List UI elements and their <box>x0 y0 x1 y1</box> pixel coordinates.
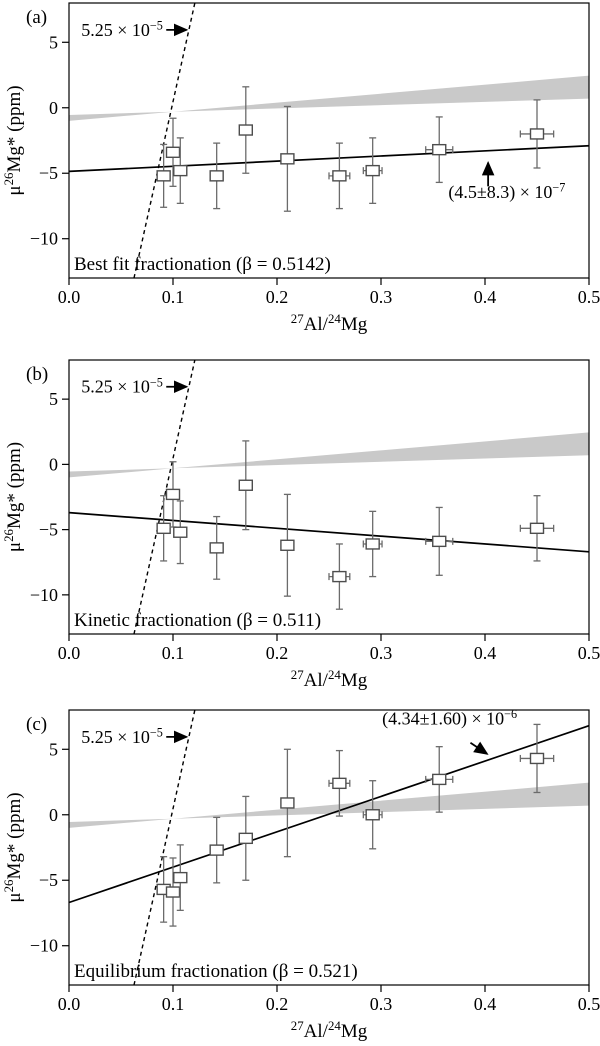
data-point-square <box>167 489 180 499</box>
data-point-square <box>167 147 180 157</box>
y-tick-label: −5 <box>38 870 58 891</box>
x-tick-label: 0.1 <box>161 287 185 307</box>
data-point-square <box>433 774 446 784</box>
canonical-error-band <box>69 468 173 477</box>
data-point-square <box>333 572 346 582</box>
data-point-square <box>174 166 187 176</box>
x-tick-label: 0.3 <box>369 994 393 1014</box>
canonical-line-label: $5.25 \times 10^{-5}$ <box>81 725 163 747</box>
canonical-dashed-line <box>134 3 195 278</box>
x-tick-label: 0.4 <box>473 994 497 1014</box>
slope-annotation-arrow <box>470 743 487 754</box>
panel-letter: (b) <box>26 364 49 385</box>
y-tick-label: −5 <box>38 163 58 184</box>
y-tick-label: −10 <box>29 584 58 605</box>
x-tick-label: 0.0 <box>57 994 81 1014</box>
panel-letter: (c) <box>26 714 48 735</box>
canonical-line-label: $5.25 \times 10^{-5}$ <box>81 18 163 40</box>
x-axis-title: $^{27}$Al/$^{24}$Mg <box>290 668 368 691</box>
data-point-square <box>174 527 187 537</box>
data-point-square <box>366 539 379 549</box>
y-axis-title: $\mu^{26}Mg*$ (ppm) <box>2 792 25 903</box>
x-tick-label: 0.0 <box>57 287 81 307</box>
plot-frame <box>69 3 589 278</box>
canonical-dashed-line <box>134 710 195 985</box>
y-tick-label: −5 <box>38 519 58 540</box>
x-tick-label: 0.5 <box>577 994 600 1014</box>
x-tick-label: 0.0 <box>57 643 81 663</box>
canonical-error-band <box>69 112 173 121</box>
panel-caption: Kinetic fractionation (β = 0.511) <box>74 610 322 631</box>
data-point-square <box>157 523 170 533</box>
y-axis-title: $\mu^{26}Mg*$ (ppm) <box>2 441 25 553</box>
data-point-square <box>174 873 187 883</box>
x-tick-label: 0.5 <box>577 287 600 307</box>
data-point-square <box>531 129 544 139</box>
data-point-square <box>531 753 544 763</box>
data-point-square <box>157 171 170 181</box>
data-point-square <box>281 154 294 164</box>
data-point-square <box>433 145 446 155</box>
data-point-square <box>333 778 346 788</box>
panel-caption: Best fit fractionation (β = 0.5142) <box>74 254 331 275</box>
y-tick-label: 5 <box>49 32 58 53</box>
data-point-square <box>531 523 544 533</box>
x-axis-title: $^{27}$Al/$^{24}$Mg <box>290 312 368 335</box>
y-tick-label: −10 <box>29 228 58 249</box>
x-tick-label: 0.3 <box>369 287 393 307</box>
panel-b <box>2 360 600 691</box>
data-point-square <box>366 810 379 820</box>
data-point-square <box>281 798 294 808</box>
panel-letter: (a) <box>26 7 48 28</box>
canonical-dashed-line <box>134 360 195 634</box>
data-point-square <box>239 125 252 135</box>
data-point-square <box>210 543 223 553</box>
fit-line <box>69 513 589 552</box>
panel-c <box>2 707 600 1041</box>
y-tick-label: 0 <box>49 97 58 118</box>
y-tick-label: 5 <box>49 739 58 760</box>
y-tick-label: −10 <box>29 935 58 956</box>
y-tick-label: 0 <box>49 454 58 475</box>
fit-line <box>69 726 589 903</box>
canonical-error-band <box>69 819 173 828</box>
data-point-square <box>333 171 346 181</box>
data-point-square <box>167 887 180 897</box>
data-point-square <box>210 171 223 181</box>
fit-line <box>69 146 589 172</box>
y-tick-label: 0 <box>49 804 58 825</box>
x-tick-label: 0.2 <box>265 643 289 663</box>
data-point-square <box>281 540 294 550</box>
canonical-error-band <box>173 432 589 468</box>
canonical-line-label: $5.25 \times 10^{-5}$ <box>81 375 163 397</box>
x-axis-title: $^{27}$Al/$^{24}$Mg <box>290 1019 368 1041</box>
x-tick-label: 0.4 <box>473 287 497 307</box>
canonical-error-band <box>173 76 589 112</box>
x-tick-label: 0.3 <box>369 643 393 663</box>
data-point-square <box>210 845 223 855</box>
data-point-square <box>433 536 446 546</box>
slope-annotation: $(4.34\pm 1.60) \times 10^{-6}$ <box>382 706 518 729</box>
slope-annotation: $(4.5\pm 8.3) \times 10^{-7}$ <box>448 180 566 203</box>
y-axis-title: $\mu^{26}Mg*$ (ppm) <box>2 85 25 196</box>
x-tick-label: 0.4 <box>473 643 497 663</box>
plot-frame <box>69 360 589 634</box>
data-point-square <box>366 166 379 176</box>
plot-frame <box>69 710 589 985</box>
x-tick-label: 0.1 <box>161 994 185 1014</box>
x-tick-label: 0.2 <box>265 994 289 1014</box>
panel-a <box>2 3 600 335</box>
x-tick-label: 0.1 <box>161 643 185 663</box>
y-tick-label: 5 <box>49 389 58 410</box>
canonical-error-band <box>173 783 589 819</box>
x-tick-label: 0.5 <box>577 643 600 663</box>
x-tick-label: 0.2 <box>265 287 289 307</box>
data-point-square <box>239 833 252 843</box>
panel-caption: Equilibrium fractionation (β = 0.521) <box>74 961 358 982</box>
data-point-square <box>239 480 252 490</box>
